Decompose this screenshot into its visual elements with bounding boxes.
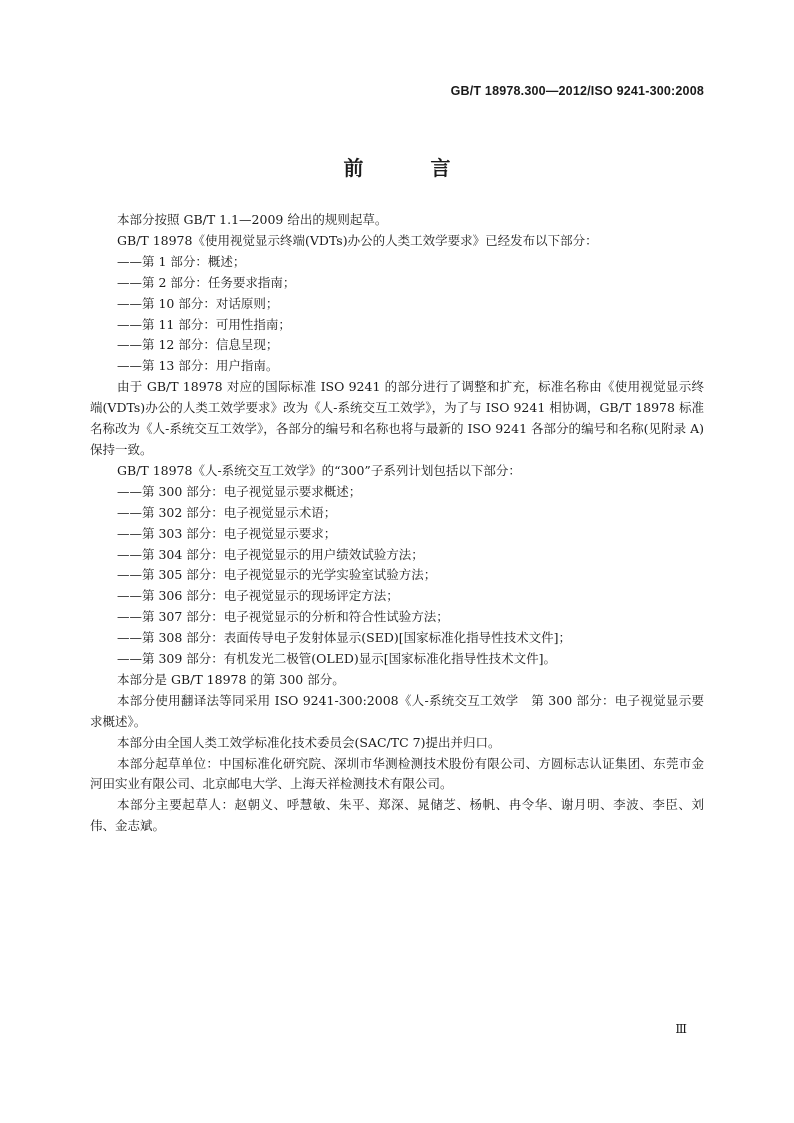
list-item: ——第 309 部分：有机发光二极管(OLED)显示[国家标准化指导性技术文件]。	[117, 651, 557, 667]
paragraph: GB/T 18978《使用视觉显示终端(VDTs)办公的人类工效学要求》已经发布以下部分：	[117, 232, 598, 248]
paragraph: 本部分使用翻译法等同采用 ISO 9241-300:2008《人-系统交互工效学 第 300 部分：电子视觉显示要求概述》。	[90, 692, 704, 729]
list-item: ——第 306 部分：电子视觉显示的现场评定方法；	[117, 588, 399, 604]
list-item: ——第 304 部分：电子视觉显示的用户绩效试验方法；	[117, 546, 424, 562]
paragraph: 本部分起草单位：中国标准化研究院、深圳市华测检测技术股份有限公司、方圆标志认证集团、东莞市金河田实业有限公司、北京邮电大学、上海天祥检测技术有限公司。	[90, 755, 704, 792]
preface-body	[90, 210, 704, 837]
list-item: ——第 305 部分：电子视觉显示的光学实验室试验方法；	[117, 567, 437, 583]
list-item: ——第 10 部分：对话原则；	[117, 295, 279, 311]
list-item: ——第 13 部分：用户指南。	[117, 358, 279, 374]
paragraph: 本部分是 GB/T 18978 的第 300 部分。	[117, 671, 345, 687]
list-item: ——第 2 部分：任务要求指南；	[117, 274, 296, 290]
list-item: ——第 302 部分：电子视觉显示术语；	[117, 504, 337, 520]
list-item: ——第 12 部分：信息呈现；	[117, 337, 279, 353]
list-item: ——第 300 部分：电子视觉显示要求概述；	[117, 483, 362, 499]
page-number: Ⅲ	[675, 1022, 687, 1036]
list-item: ——第 303 部分：电子视觉显示要求；	[117, 525, 337, 541]
list-item: ——第 11 部分：可用性指南；	[117, 316, 291, 332]
list-item: ——第 307 部分：电子视觉显示的分析和符合性试验方法；	[117, 609, 449, 625]
list-item: ——第 1 部分：概述；	[117, 253, 246, 269]
document-identifier: GB/T 18978.300—2012/ISO 9241-300:2008	[450, 84, 704, 98]
paragraph: 本部分主要起草人：赵朝义、呼慧敏、朱平、郑深、晁储芝、杨帆、冉令华、谢月明、李波、李臣、刘伟、金志斌。	[90, 797, 704, 834]
list-item: ——第 308 部分：表面传导电子发射体显示(SED)[国家标准化指导性技术文件]；	[117, 630, 572, 646]
page-title: 前 言	[343, 156, 481, 180]
paragraph: 本部分按照 GB/T 1.1—2009 给出的规则起草。	[117, 212, 388, 227]
paragraph: 本部分由全国人类工效学标准化技术委员会(SAC/TC 7)提出并归口。	[117, 734, 501, 750]
paragraph: GB/T 18978《人-系统交互工效学》的“300”子系列计划包括以下部分：	[117, 462, 521, 478]
paragraph: 由于 GB/T 18978 对应的国际标准 ISO 9241 的部分进行了调整和扩充，标准名称由《使用视觉显示终端(VDTs)办公的人类工效学要求》改为《人-系统交互工效学》，为了与 ISO 9241 相协调，GB/T 18978 标准名称改为《人-系统交互工效学》，各部分的编号和名称也将与最新的 ISO 9241 各部分的编号和名称(见附录 A)保持一致。	[90, 379, 704, 457]
